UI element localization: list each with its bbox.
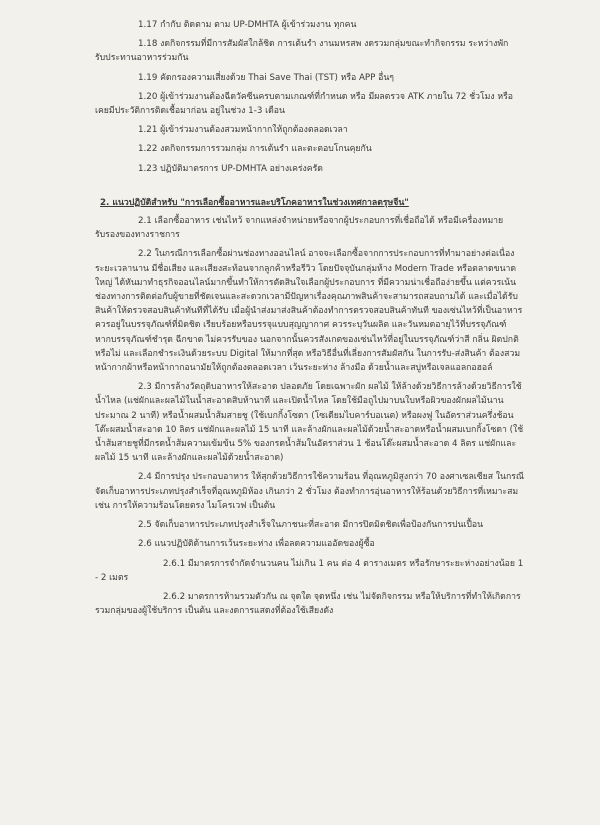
paragraph-2-4: 2.4 มีการปรุง ประกอบอาหาร ให้สุกด้วยวิธีการใช้ความร้อน ที่อุณหภูมิสูงกว่า 70 องศาเซลเซียส ในกรณีจัดเก็บอาหารประเภทปรุงสำเร็จที่อุณหภูมิห้อง เกินกว่า 2 ชั่วโมง ต้องทำการอุ่นอาหารให้ร้อนด้วยวิธีการที่เหมาะสม เช่น การให้ความร้อนโดยตรง ไมโครเวฟ เป็นต้น — [95, 472, 524, 511]
item-1-17: 1.17 กำกับ ติดตาม ตาม UP-DMHTA ผู้เข้าร่วมงาน ทุกคน — [138, 20, 357, 30]
paragraph-2-5: 2.5 จัดเก็บอาหารประเภทปรุงสำเร็จในภาชนะที่สะอาด มีการปิดมิดชิดเพื่อป้องกันการปนเปื้อน — [138, 520, 484, 531]
item-1-19: 1.19 คัดกรองความเสี่ยงด้วย Thai Save Thai (TST) หรือ APP อื่นๆ — [138, 72, 394, 83]
section-2-heading: 2. แนวปฏิบัติสำหรับ "การเลือกซื้ออาหารและบริโภคอาหารในช่วงเทศกาลตรุษจีน" — [100, 197, 409, 208]
item-1-23: 1.23 ปฏิบัติมาตรการ UP-DMHTA อย่างเคร่งครัด — [138, 163, 323, 174]
paragraph-2-1: 2.1 เลือกซื้ออาหาร เช่นไหว้ จากแหล่งจำหน่ายหรือจากผู้ประกอบการที่เชื่อถือได้ หรือมีเครื่องหมายรับรองของทางราชการ — [95, 216, 504, 241]
item-1-20: 1.20 ผู้เข้าร่วมงานต้องฉีดวัคซีนครบตามเกณฑ์ที่กำหนด หรือ มีผลตรวจ ATK ภายใน 72 ชั่วโมง หรือ — [138, 91, 513, 102]
paragraph-2-6: 2.6 แนวปฏิบัติด้านการเว้นระยะห่าง เพื่อลดความแออัดของผู้ซื้อ — [138, 539, 375, 550]
item-1-18-cont: รับประทานอาหารร่วมกัน — [95, 53, 189, 64]
item-1-20-cont: เคยมีประวัติการติดเชื้อมาก่อน อยู่ในช่วง 1-3 เดือน — [95, 106, 285, 117]
item-1-21: 1.21 ผู้เข้าร่วมงานต้องสวมหน้ากากให้ถูกต้องตลอดเวลา — [138, 125, 348, 136]
item-1-22: 1.22 งดกิจกรรมการรวมกลุ่ม การเต้นรำ และตะตอบโกนคุยกัน — [138, 144, 372, 155]
paragraph-2-6-2: 2.6.2 มาตรการห้ามรวมตัวกัน ณ จุดใด จุดหนึ่ง เช่น ไม่จัดกิจกรรม หรือให้บริการที่ทำให้เกิดการรวมกลุ่มของผู้ใช้บริการ เป็นต้น และงดการแสดงที่ต้องใช้เสียงดัง — [95, 591, 521, 617]
paragraph-2-6-1: 2.6.1 มีมาตรการจำกัดจำนวนคน ไม่เกิน 1 คน ต่อ 4 ตารางเมตร หรือรักษาระยะห่างอย่างน้อย 1 - 2 เมตร — [95, 558, 524, 583]
item-1-18: 1.18 งดกิจกรรมที่มีการสัมผัสใกล้ชิด การเต้นรำ งานมหรสพ งดรวมกลุ่มขณะทำกิจกรรม ระหว่างพัก — [138, 39, 509, 50]
paragraph-2-3: 2.3 มีการล้างวัตถุดิบอาหารให้สะอาด ปลอดภัย โดยเฉพาะผัก ผลไม้ ให้ล้างด้วยวิธีการล้างด้วยวิธีการใช้น้ำไหล (แช่ผักและผลไม้ในน้ำสะอาดสิบห้านาที และเปิดน้ำไหล โดยใช้มือถูไปมาบนใบหรือผิวของผักผลไม้นานประมาณ 2 นาที) หรือน้ำผสมน้ำส้มสายชู (ใช้เบกกิ้งโซดา (โซเดียมไบคาร์บอเนต) หรือผงฟู ในอัตราส่วนครึ่งช้อนโต๊ะผสมน้ำสะอาด 10 ลิตร แช่ผักและผลไม้ 15 นาที และล้างผักและผลไม้ด้วยน้ำสะอาดหรือน้ำผสมเบกกิ้งโซดา (ใช้น้ำส้มสายชูที่มีกรดน้ำส้มความเข้มข้น 5% ของกรดน้ำส้มในอัตราส่วน 1 ช้อนโต๊ะผสมน้ำสะอาด 4 ลิตร แช่ผักและผลไม้ 15 นาที และล้างผักและผลไม้ด้วยน้ำสะอาด) — [95, 382, 524, 464]
paragraph-2-2: 2.2 ในกรณีการเลือกซื้อผ่านช่องทางออนไลน์ อาจจะเลือกซื้อจากการประกอบการที่ทำมาอย่างต่อเนื่องระยะเวลานาน มีชื่อเสียง และเสียงสะท้อนจากลูกค้าหรือรีวิว โดยปัจจุบันกลุ่มห้าง Modern Trade หรือตลาดขนาดใหญ่ ได้หันมาทำธุรกิจออนไลน์มากขึ้นทำให้การตัดสินใจเลือกผู้ประกอบการ ที่มีความน่าเชื่อถือง่ายขึ้น แต่ควรเน้นช่องทางการติดต่อกับผู้ขายที่ชัดเจนและสะดวกเวลามีปัญหาเรื่องคุณภาพสินค้าจะสามารถสอบถามได้ และเมื่อได้รับสินค้าให้ตรวจสอบสินค้าทันทีที่ได้รับ เมื่อผู้นำส่งมาส่งสินค้าต้องทำการตรวจสอบสินค้าทันที ของเซ่นไหว้ที่เป็นอาหารควรอยู่ในบรรจุภัณฑ์ที่มิดชิด เรียบร้อยหรือบรรจุแบบสุญญากาศ ควรระบุวันผลิต และวันหมดอายุไว้ที่บรรจุภัณฑ์ หากบรรจุภัณฑ์ชำรุด ฉีกขาด ไม่ควรรับของ นอกจากนั้นควรสังเกตของเซ่นไหว้ที่อยู่ในบรรจุภัณฑ์ว่าสี กลิ่น ผิดปกติหรือไม่ และเลือกชำระเงินด้วยระบบ Digital ให้มากที่สุด หรือวิธีอื่นที่เลี่ยงการสัมผัสกัน ในการรับ-ส่งสินค้า ต้องสวมหน้ากากผ้าหรือหน้ากากอนามัยให้ถูกต้องตลอดเวลา เว้นระยะห่าง ล้างมือ ด้วยน้ำและสบู่หรือเจลแอลกอฮอล์ — [95, 249, 523, 374]
